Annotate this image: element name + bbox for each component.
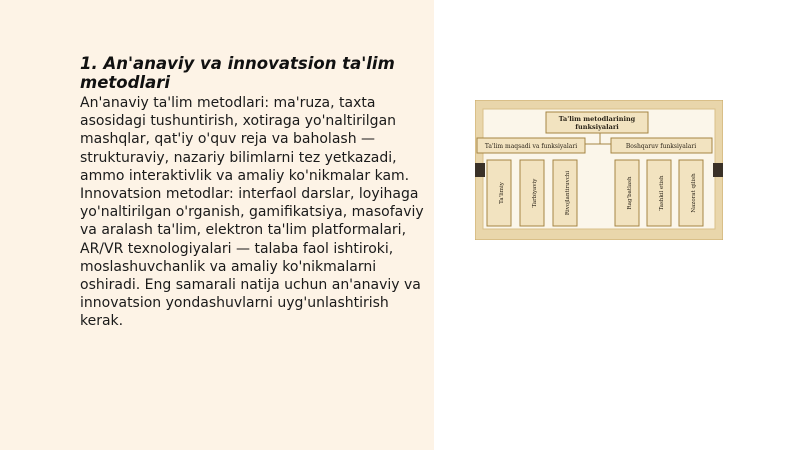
right-item-2: Tashkil etish — [659, 175, 665, 211]
left-group-box — [477, 138, 585, 153]
top-box — [546, 112, 648, 133]
right-item-1: Rag'batlash — [627, 176, 633, 210]
slide-body-text: An'anaviy ta'lim metodlari: ma'ruza, taxta asosidagi tushuntirish, xotiraga yo'naltirilgan mashqlar, qat'iy o'quv reja va baholash — strukturaviy, nazariy bilimlarni tez yetkazadi, ammo interaktivlik va amaliy ko'nikmalar kam. Innovatsion metodlar: interfaol darslar, loyihaga yo'naltirilgan o'rganish, gamifikatsiya, masofaviy va aralash ta'lim, elektron ta'lim platformalari, AR/VR texnologiyalari — talaba faol ishtiroki, moslashuvchanlik va amaliy ko'nikmalarni oshiradi. Eng samarali natija uchun an'anaviy va innovatsion yondashuvlarni uyg'unlashtirish kerak. — [80, 95, 424, 330]
left-item-3: Rivojlantiruvchi — [565, 170, 571, 216]
slide-title: 1. An'anaviy va innovatsion ta'lim metodlari — [80, 54, 395, 92]
left-dark-tab — [475, 163, 485, 177]
left-items — [487, 160, 577, 226]
diagram-svg — [475, 100, 723, 240]
right-item-3: Nazorat qilish — [691, 173, 697, 213]
left-item-2: Tarbiyaviy — [532, 178, 538, 208]
left-group-label: Ta'lim maqsadi va funksiyalari — [484, 143, 578, 150]
left-item-1: Ta'limiy — [499, 182, 505, 204]
methods-functions-diagram — [475, 100, 723, 240]
right-items — [615, 160, 703, 226]
right-group-box — [611, 138, 712, 153]
top-box-line-1: Ta'lim metodlarining — [558, 115, 636, 123]
top-box-line-2: funksiyalari — [575, 123, 619, 131]
right-dark-tab — [713, 163, 723, 177]
right-group-label: Boshqaruv funksiyalari — [625, 143, 697, 150]
